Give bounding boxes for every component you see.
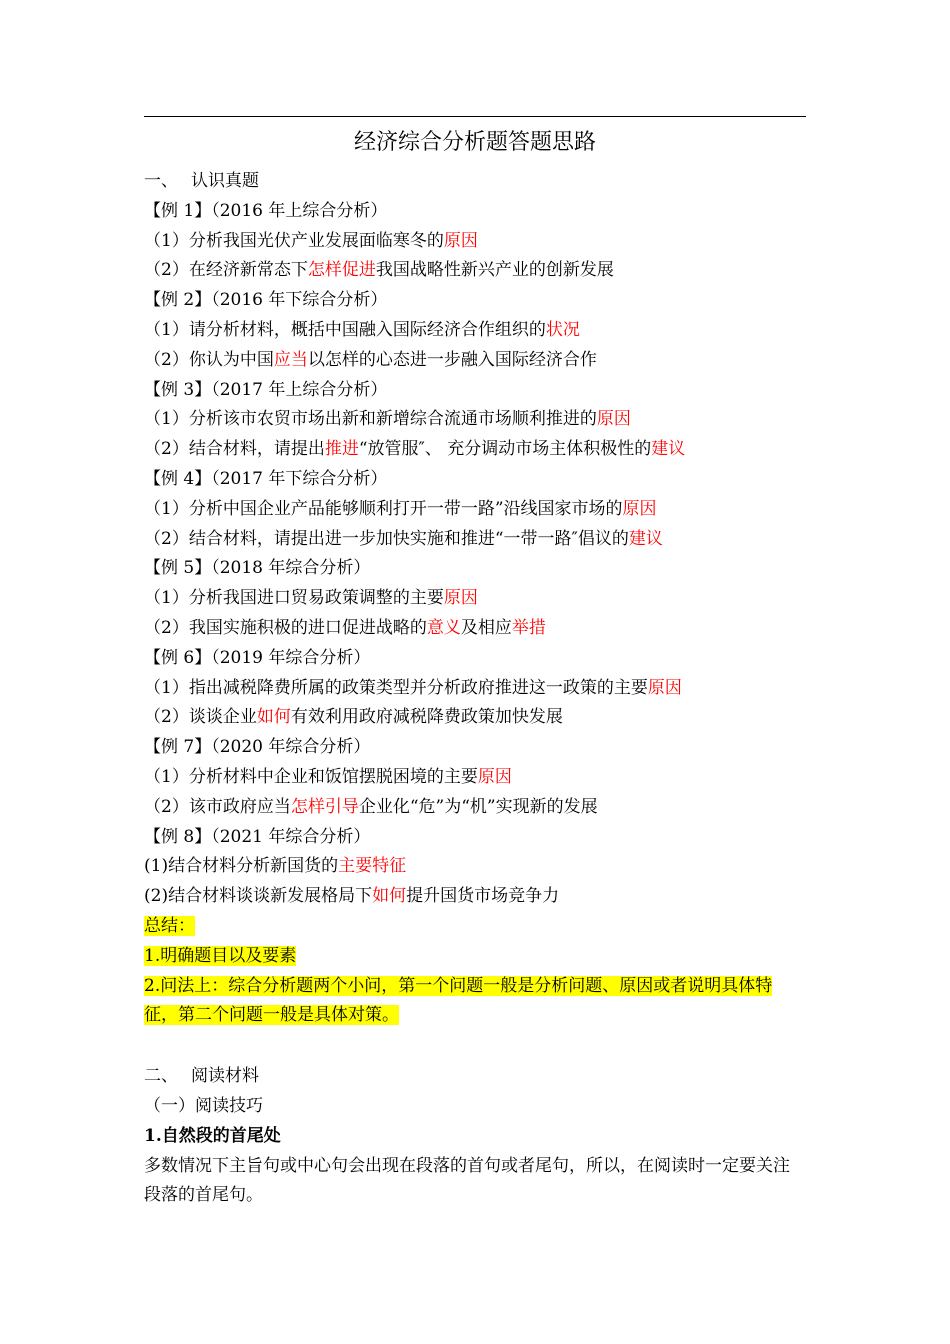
emphasis-text: 原因 <box>443 230 478 251</box>
summary-heading: 总结： <box>144 915 195 936</box>
emphasis-text: 意义 <box>426 617 461 638</box>
example-label: 【例 6】（2019 年综合分析） <box>144 647 371 668</box>
example-label: 【例 2】（2016 年下综合分析） <box>144 290 388 311</box>
emphasis-text: 原因 <box>477 766 512 787</box>
emphasis-text: 建议 <box>651 439 686 460</box>
emphasis-text: 原因 <box>596 409 631 430</box>
example-label: 【例 5】（2018 年综合分析） <box>144 558 371 579</box>
emphasis-text: 推进 <box>324 439 359 460</box>
example-label: 【例 4】（2017 年下综合分析） <box>144 468 388 489</box>
example-label: 【例 8】（2021 年综合分析） <box>144 826 371 847</box>
emphasis-text: 如何 <box>372 886 407 907</box>
question-text: （2）该市政府应当 <box>144 796 291 817</box>
question-text: （1）分析材料中企业和饭馆摆脱困境的主要 <box>144 766 478 787</box>
example-label: 【例 3】（2017 年上综合分析） <box>144 379 388 400</box>
summary-point-1: 1.明确题目以及要素 <box>144 945 297 966</box>
section-number: 二、 <box>144 1066 178 1087</box>
question-text: 以怎样的心态进一步融入国际经济合作 <box>307 349 597 370</box>
example-question <box>144 763 806 793</box>
question-text: 及相应 <box>460 617 512 638</box>
emphasis-text: 原因 <box>443 588 478 609</box>
example-question <box>144 435 806 465</box>
question-text: （1）分析我国光伏产业发展面临寒冬的 <box>144 230 444 251</box>
example-question <box>144 256 806 286</box>
emphasis-text: 应当 <box>273 349 308 370</box>
emphasis-text: 主要特征 <box>338 856 407 877</box>
example-question <box>144 525 806 555</box>
question-text: 有效利用政府减税降费政策加快发展 <box>290 707 563 728</box>
emphasis-text: 怎样引导 <box>290 796 359 817</box>
example-list <box>144 197 806 912</box>
section-1-heading <box>144 167 806 197</box>
example-question <box>144 793 806 823</box>
emphasis-text: 原因 <box>647 677 682 698</box>
example-question <box>144 614 806 644</box>
example-label: 【例 1】（2016 年上综合分析） <box>144 200 388 221</box>
section-2-heading <box>144 1062 806 1092</box>
example-label: 【例 7】（2020 年综合分析） <box>144 737 371 758</box>
document-body <box>144 167 806 1211</box>
question-text: （1）分析我国进口贸易政策调整的主要 <box>144 588 444 609</box>
emphasis-text: 建议 <box>628 528 663 549</box>
emphasis-text: 如何 <box>256 707 291 728</box>
question-text: (2)结合材料谈谈新发展格局下 <box>144 886 373 907</box>
summary-point-2: 2.问法上：综合分析题两个小问，第一个问题一般是分析问题、原因或者说明具体特征，第二个问题一般是具体对策。 <box>144 975 773 1026</box>
question-text: （1）分析中国企业产品能够顺利打开一带一路”沿线国家市场的 <box>144 498 623 519</box>
question-text: （1）指出减税降费所属的政策类型并分析政府推进这一政策的主要 <box>144 677 648 698</box>
question-text: （1）分析该市农贸市场出新和新增综合流通市场顺利推进的 <box>144 409 597 430</box>
section-number: 一、 <box>144 171 178 191</box>
page-title: 经济综合分析题答题思路 <box>353 130 596 155</box>
tip-title: 1.自然段的首尾处 <box>144 1125 281 1146</box>
question-text: （2）在经济新常态下 <box>144 260 308 281</box>
example-question <box>144 405 806 435</box>
example-question <box>144 584 806 614</box>
section-title: 阅读材料 <box>191 1066 259 1087</box>
example-question <box>144 674 806 704</box>
question-text: (1)结合材料分析新国货的 <box>144 856 339 877</box>
example-question <box>144 495 806 525</box>
header-rule <box>144 116 806 117</box>
question-text: （2）结合材料，请提出进一步加快实施和推进“一带一路″倡议的 <box>144 528 629 549</box>
example-question <box>144 227 806 257</box>
section-title: 认识真题 <box>191 171 259 191</box>
example-question <box>144 346 806 376</box>
subsection-heading: （一）阅读技巧 <box>144 1095 263 1116</box>
question-text: （1）请分析材料，概括中国融入国际经济合作组织的 <box>144 319 546 340</box>
question-text: （2）我国实施积极的进口促进战略的 <box>144 617 427 638</box>
emphasis-text: 怎样促进 <box>307 260 376 281</box>
question-text: 提升国货市场竞争力 <box>406 886 560 907</box>
question-text: （2）你认为中国 <box>144 349 274 370</box>
question-text: （2）结合材料，请提出 <box>144 439 325 460</box>
tip-paragraph: 多数情况下主旨句或中心句会出现在段落的首句或者尾句，所以，在阅读时一定要关注段落的首尾句。 <box>144 1155 790 1206</box>
example-question <box>144 316 806 346</box>
spacer <box>144 1031 806 1062</box>
question-text: 企业化“危”为“机”实现新的发展 <box>358 796 598 817</box>
emphasis-text: 状况 <box>545 319 580 340</box>
question-text: （2）谈谈企业 <box>144 707 257 728</box>
example-question <box>144 882 806 912</box>
emphasis-text: 举措 <box>511 617 546 638</box>
question-text: 我国战略性新兴产业的创新发展 <box>375 260 614 281</box>
example-question <box>144 703 806 733</box>
emphasis-text: 原因 <box>622 498 657 519</box>
question-text: “放管服″、 充分调动市场主体积极性的 <box>358 439 652 460</box>
example-question <box>144 852 806 882</box>
